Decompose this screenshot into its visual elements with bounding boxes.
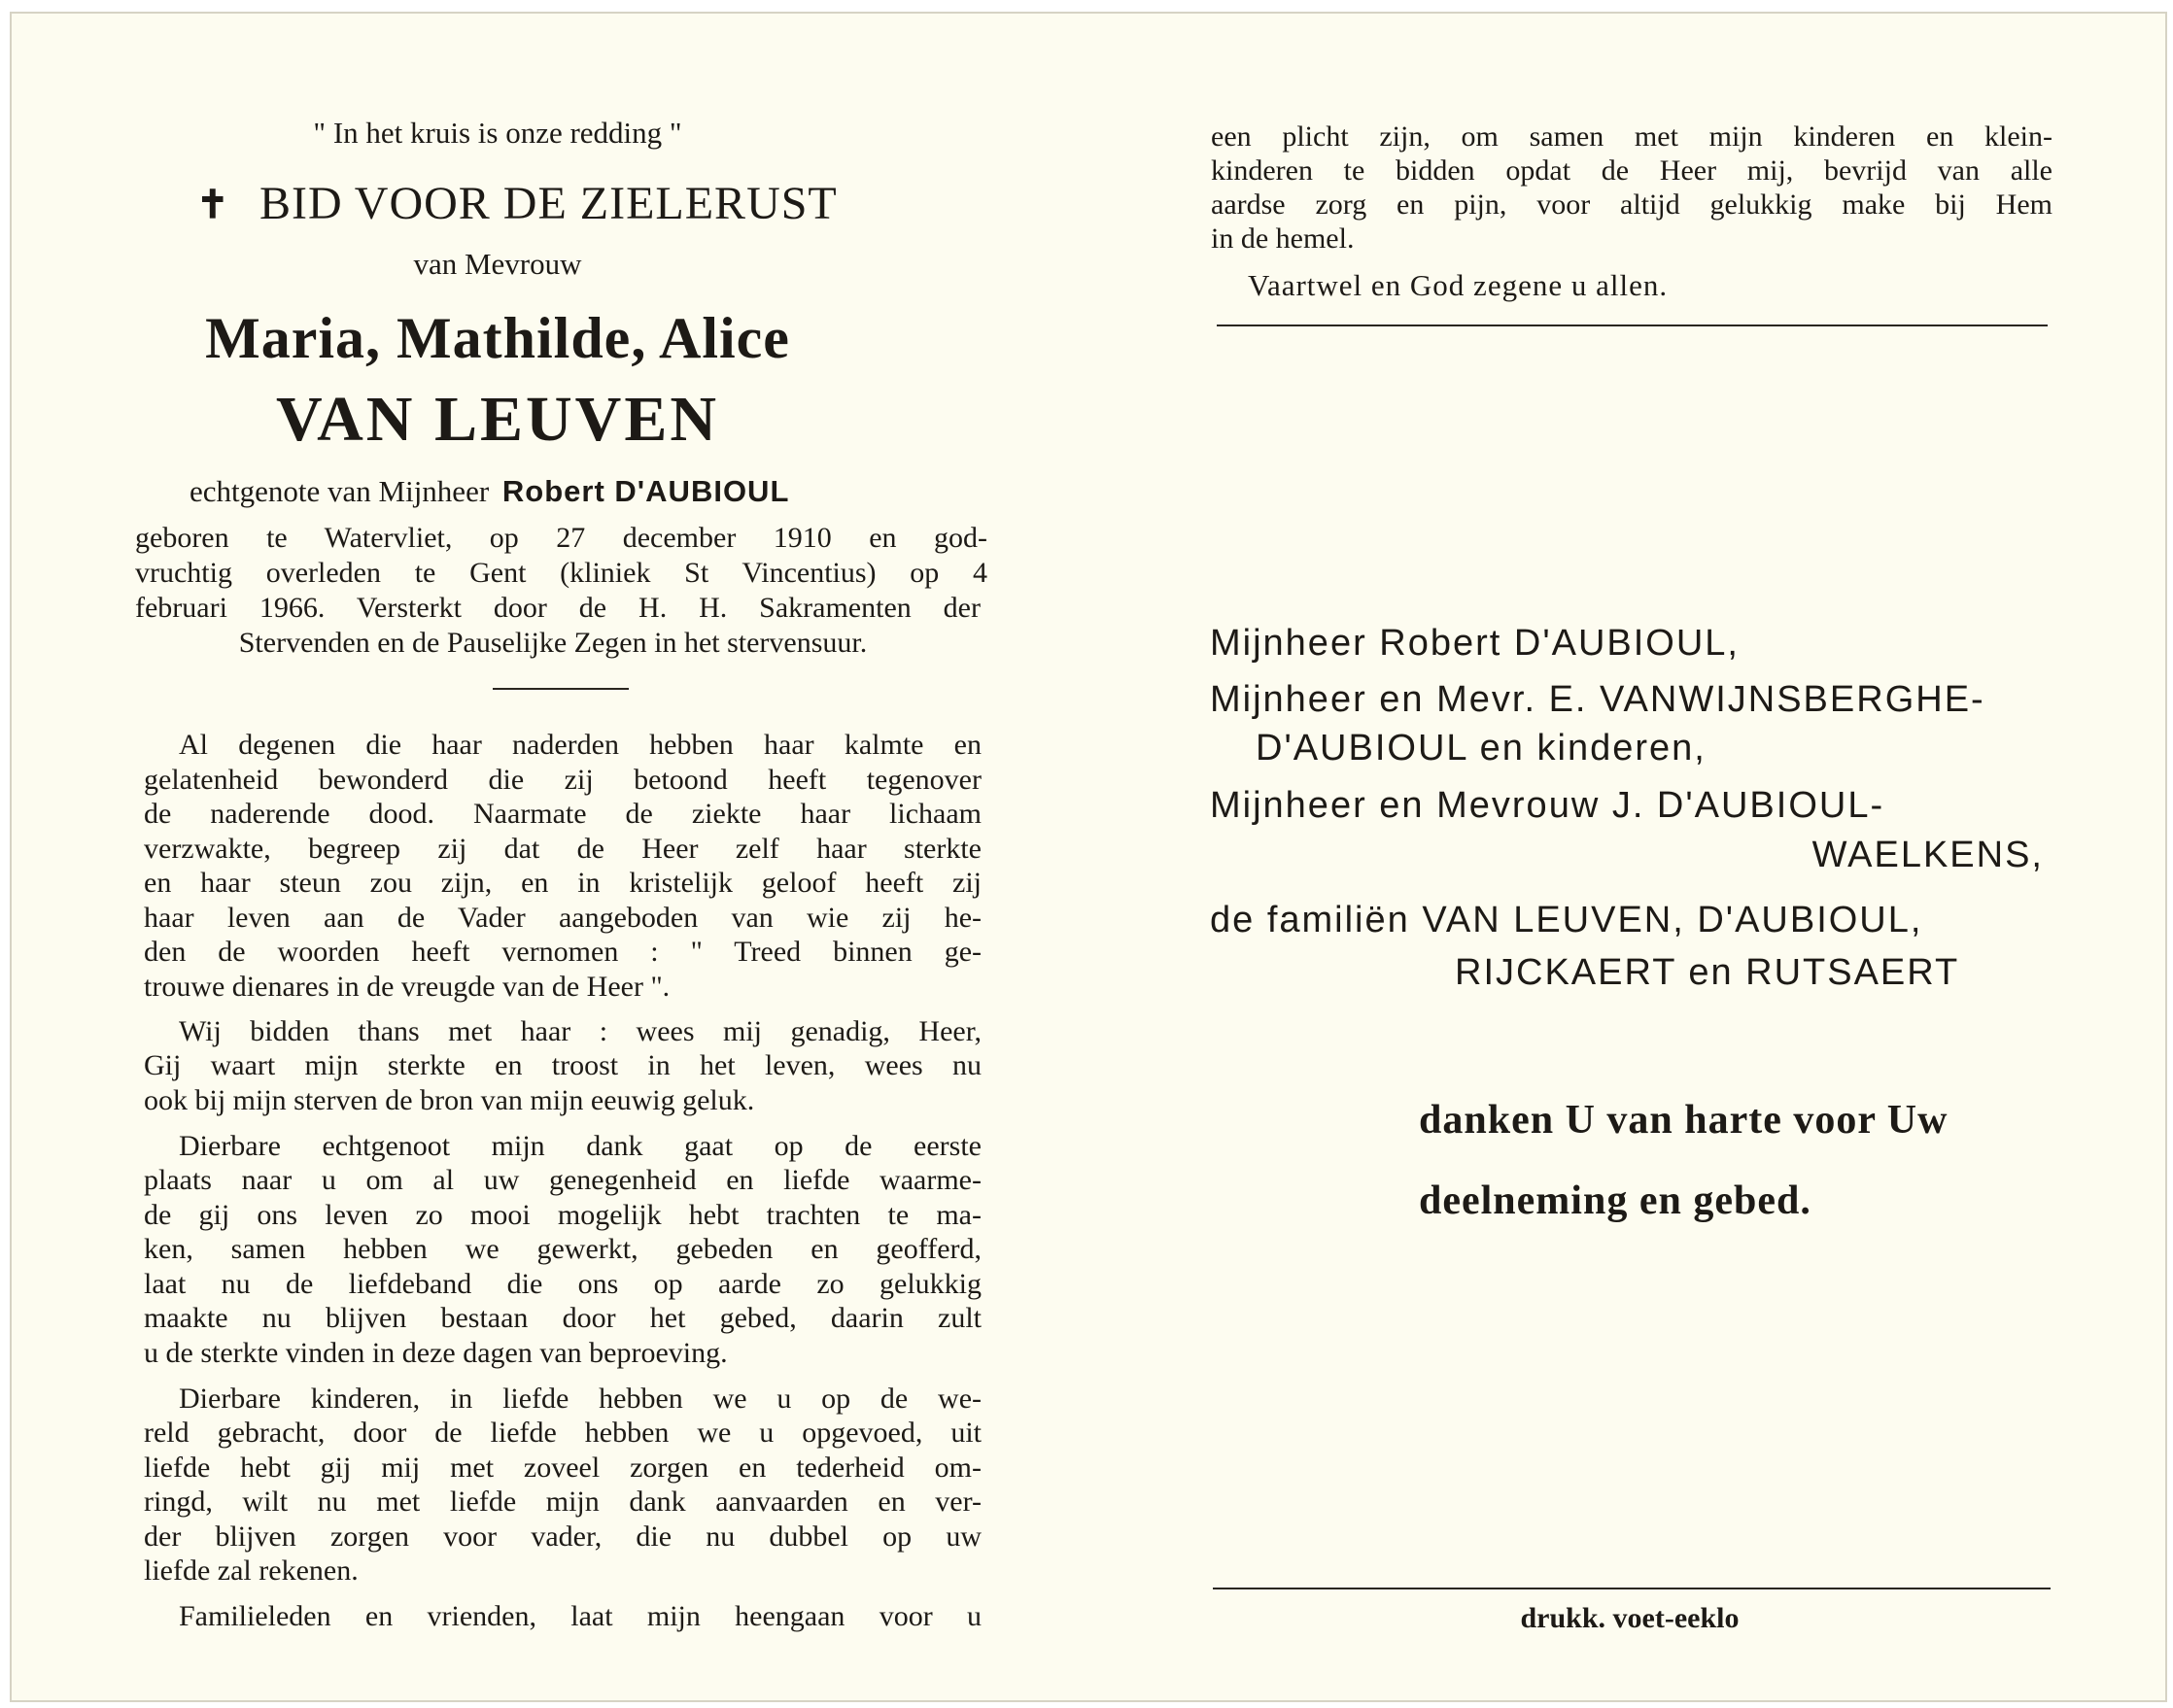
body-line: Al degenen die haar naderden hebben haar kalmte en	[179, 729, 982, 761]
continued-line: kinderen te bidden opdat de Heer mij, bevrijd van alle	[1211, 154, 2052, 187]
family-line: Mijnheer en Mevr. E. VANWIJNSBERGHE-	[1210, 679, 1985, 720]
printer-mark: drukk. voet-eeklo	[1520, 1602, 1740, 1634]
family-line: Mijnheer en Mevrouw J. D'AUBIOUL-	[1210, 785, 1885, 826]
cross-icon: ✝	[196, 183, 229, 226]
spouse-line	[190, 474, 789, 509]
heading: BID VOOR DE ZIELERUST	[259, 178, 838, 229]
body-line: trouwe dienares in de vreugde van de Heer ".	[144, 971, 671, 1003]
body-line: ringd, wilt nu met liefde mijn dank aanvaarden en ver-	[144, 1486, 982, 1518]
body-line: der blijven zorgen voor vader, die nu dubbel op uw	[144, 1520, 982, 1553]
body-line: de naderende dood. Naarmate de ziekte haar lichaam	[144, 798, 982, 830]
continued-line: aardse zorg en pijn, voor altijd gelukkig make bij Hem	[1211, 188, 2052, 221]
thanks-line: danken U van harte voor Uw	[1419, 1098, 1949, 1143]
body-line: Gij waart mijn sterkte en troost in het leven, wees nu	[144, 1049, 982, 1081]
body-line: gelatenheid bewonderd die zij betoond heeft tegenover	[144, 764, 982, 796]
body-line: de gij ons leven zo mooi mogelijk hebt trachten te ma-	[144, 1199, 982, 1231]
body-line: Wij bidden thans met haar : wees mij genadig, Heer,	[179, 1015, 982, 1047]
divider	[1217, 325, 2048, 326]
body-line: Familieleden en vrienden, laat mijn heengaan voor u	[179, 1600, 982, 1632]
spouse-prefix: echtgenote van Mijnheer	[190, 474, 490, 508]
surname: VAN LEUVEN	[275, 384, 720, 455]
family-line: WAELKENS,	[1811, 835, 2044, 875]
bio-line: vruchtig overleden te Gent (kliniek St Vincentius) op 4	[135, 557, 987, 589]
body-line: ook bij mijn sterven de bron van mijn eeuwig geluk.	[144, 1084, 755, 1116]
body-line: liefde hebt gij mij met zoveel zorgen en tederheid om-	[144, 1452, 982, 1484]
of-mrs: van Mevrouw	[413, 247, 582, 281]
body-line: haar leven aan de Vader aangeboden van wie zij he-	[144, 902, 982, 934]
family-line: D'AUBIOUL en kinderen,	[1256, 728, 1707, 769]
body-line: verzwakte, begreep zij dat de Heer zelf haar sterkte	[144, 833, 982, 865]
body-line: en haar steun zou zijn, en in kristelijk geloof heeft zij	[144, 867, 982, 899]
continued-line: een plicht zijn, om samen met mijn kinderen en klein-	[1211, 120, 2052, 153]
continued-line: in de hemel.	[1211, 222, 1355, 255]
motto: " In het kruis is onze redding "	[313, 116, 682, 150]
divider	[1213, 1588, 2051, 1589]
body-line: liefde zal rekenen.	[144, 1554, 359, 1587]
divider	[493, 688, 629, 690]
family-line: de familiën VAN LEUVEN, D'AUBIOUL,	[1210, 900, 1923, 940]
body-line: Dierbare kinderen, in liefde hebben we u op de we-	[179, 1383, 982, 1415]
body-line: u de sterkte vinden in deze dagen van beproeving.	[144, 1337, 728, 1369]
bio-line: Stervenden en de Pauselijke Zegen in het stervensuur.	[238, 627, 868, 659]
body-line: ken, samen hebben we gewerkt, gebeden en geofferd,	[144, 1233, 982, 1265]
body-line: den de woorden heeft vernomen : " Treed binnen ge-	[144, 936, 982, 968]
bio-line: februari 1966. Versterkt door de H. H. Sakramenten der	[135, 592, 981, 624]
body-line: plaats naar u om al uw genegenheid en liefde waarme-	[144, 1164, 982, 1196]
family-line: Mijnheer Robert D'AUBIOUL,	[1210, 623, 1740, 664]
first-names: Maria, Mathilde, Alice	[205, 306, 790, 370]
spouse-name: Robert D'AUBIOUL	[501, 474, 790, 508]
body-line: laat nu de liefdeband die ons op aarde zo gelukkig	[144, 1268, 982, 1300]
body-line: reld gebracht, door de liefde hebben we u opgevoed, uit	[144, 1417, 982, 1449]
body-line: Dierbare echtgenoot mijn dank gaat op de eerste	[179, 1130, 982, 1162]
body-line: maakte nu blijven bestaan door het gebed, daarin zult	[144, 1302, 982, 1334]
memorial-card	[10, 12, 2167, 1702]
bio-line: geboren te Watervliet, op 27 december 1910 en god-	[135, 522, 987, 554]
farewell: Vaartwel en God zegene u allen.	[1248, 268, 1669, 302]
thanks-line: deelneming en gebed.	[1419, 1179, 1811, 1223]
family-line: RIJCKAERT en RUTSAERT	[1455, 952, 1960, 993]
